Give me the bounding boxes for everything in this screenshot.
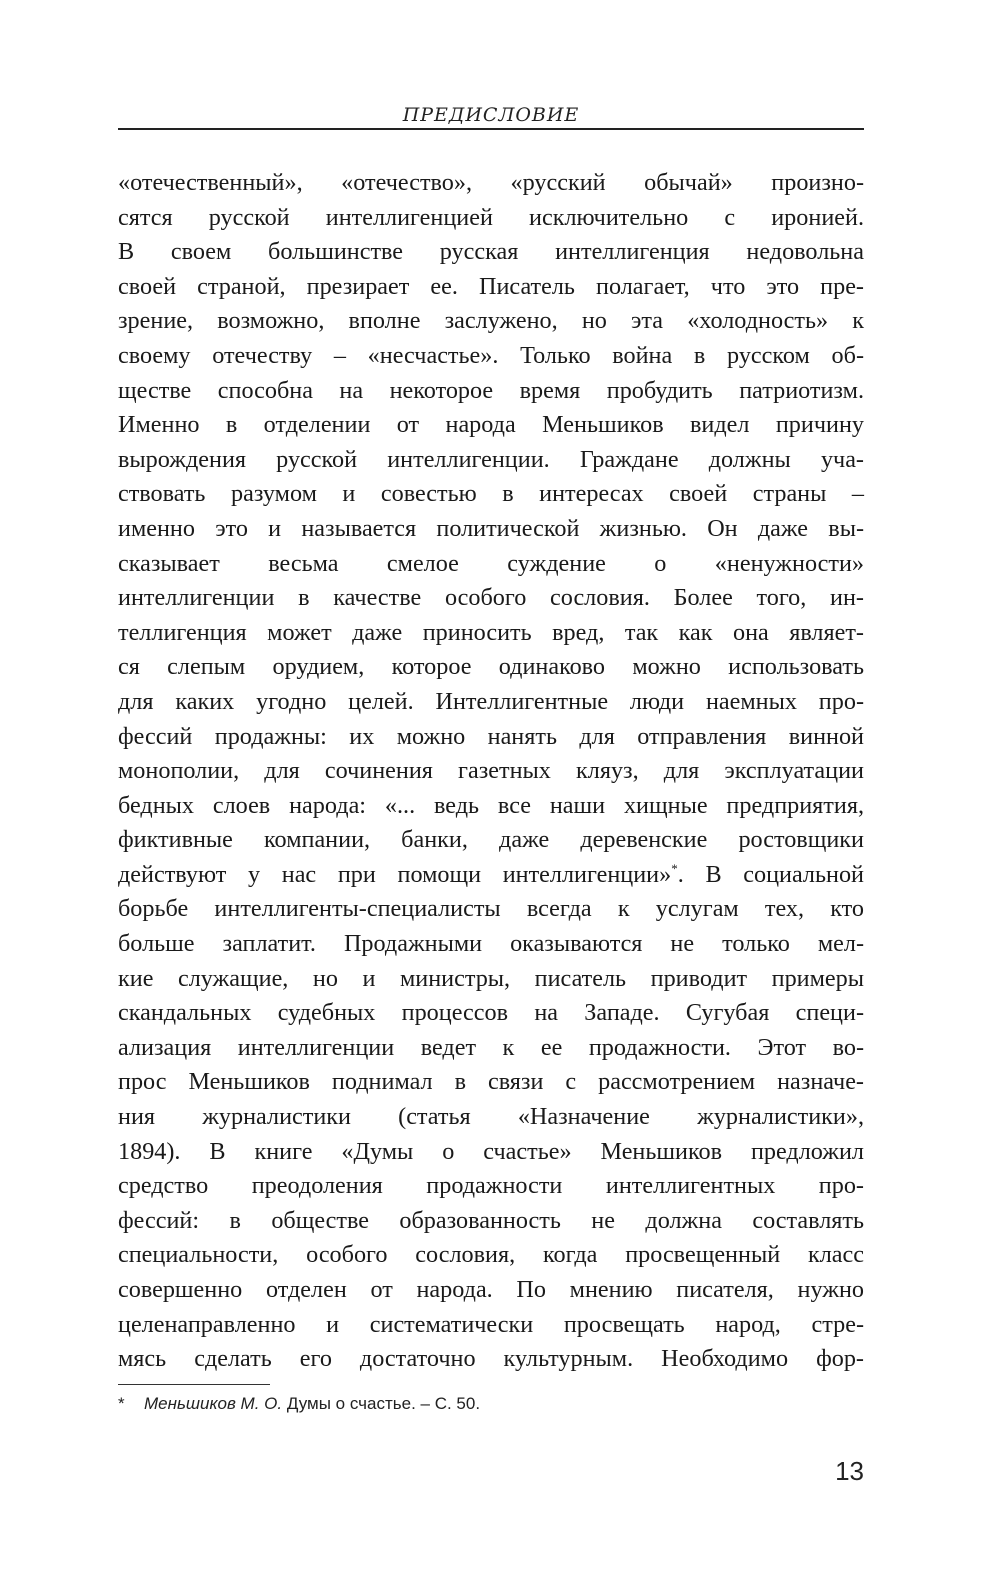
text-segment: действуют у нас при помощи интеллигенции» <box>118 860 672 888</box>
text-line: кие служащие, но и министры, писатель приводит примеры <box>118 964 864 992</box>
footnote <box>118 1391 864 1417</box>
footnote-rule <box>118 1384 270 1385</box>
text-line: вырождения русской интеллигенции. Граждане должны уча- <box>118 445 864 473</box>
body-text <box>118 166 864 1377</box>
text-line: сказывает весьма смелое суждение о «ненужности» <box>118 549 864 577</box>
text-line: борьбе интеллигенты-специалисты всегда к услугам тех, кто <box>118 895 864 923</box>
text-line: ществе способна на некоторое время пробудить патриотизм. <box>118 376 864 404</box>
header-rule <box>118 128 864 130</box>
text-line: теллигенция может даже приносить вред, так как она являет- <box>118 618 864 646</box>
text-line: монополии, для сочинения газетных кляуз, для эксплуатации <box>118 757 864 785</box>
text-line: «отечественный», «отечество», «русский обычай» произно- <box>118 169 864 196</box>
text-segment: . В социальной <box>677 860 864 888</box>
text-line: фессий: в обществе образованность не должна составлять <box>118 1206 864 1234</box>
text-line: средство преодоления продажности интеллигентных про- <box>118 1172 864 1200</box>
text-line: совершенно отделен от народа. По мнению писателя, нужно <box>118 1276 864 1303</box>
text-line: В своем большинстве русская интеллигенция недовольна <box>118 238 864 266</box>
footnote-author: Меньшиков М. О. <box>144 1394 283 1413</box>
text-line: скандальных судебных процессов на Западе. Сугубая специ- <box>118 999 864 1027</box>
text-line: Именно в отделении от народа Меньшиков видел причину <box>118 411 864 439</box>
text-line: ния журналистики (статья «Назначение журналистики», <box>118 1103 864 1131</box>
text-line: ствовать разумом и совестью в интересах своей страны – <box>118 480 864 508</box>
running-title: ПРЕДИСЛОВИЕ <box>402 104 580 126</box>
text-line: специальности, особого сословия, когда просвещенный класс <box>118 1241 864 1269</box>
text-line: ализация интеллигенции ведет к ее продажности. Этот во- <box>118 1033 864 1061</box>
footnote-reference[interactable]: * <box>671 860 678 876</box>
text-line: для каких угодно целей. Интеллигентные люди наемных про- <box>118 687 864 715</box>
text-line: бедных слоев народа: «... ведь все наши хищные предприятия, <box>118 791 864 819</box>
text-line: своему отечеству – «несчастье». Только война в русском об- <box>118 341 864 369</box>
text-line: 1894). В книге «Думы о счастье» Меньшиков предложил <box>118 1137 864 1165</box>
text-line: своей страной, презирает ее. Писатель полагает, что это пре- <box>118 272 864 300</box>
text-line: сятся русской интеллигенцией исключительно с иронией. <box>118 203 864 231</box>
text-line: целенаправленно и систематически просвещать народ, стре- <box>118 1310 864 1338</box>
text-line: фессий продажны: их можно нанять для отправления винной <box>118 722 864 750</box>
text-line: мясь сделать его достаточно культурным. Необходимо фор- <box>118 1345 864 1373</box>
footnote-text: Думы о счастье. – С. 50. <box>286 1394 481 1413</box>
text-line: именно это и называется политической жизнью. Он даже вы- <box>118 514 864 542</box>
footnote-mark: * <box>118 1394 125 1413</box>
page-number: 13 <box>835 1456 864 1486</box>
text-line: ся слепым орудием, которое одинаково можно использовать <box>118 653 864 681</box>
text-line: фиктивные компании, банки, даже деревенские ростовщики <box>118 826 864 854</box>
text-line: зрение, возможно, вполне заслужено, но эта «холодность» к <box>118 307 864 335</box>
text-line-with-footnote-ref <box>118 858 864 893</box>
text-line: интеллигенции в качестве особого сословия. Более того, ин- <box>118 584 864 612</box>
text-line: больше заплатит. Продажными оказываются не только мел- <box>118 930 864 958</box>
text-line: прос Меньшиков поднимал в связи с рассмотрением назначе- <box>118 1068 864 1096</box>
